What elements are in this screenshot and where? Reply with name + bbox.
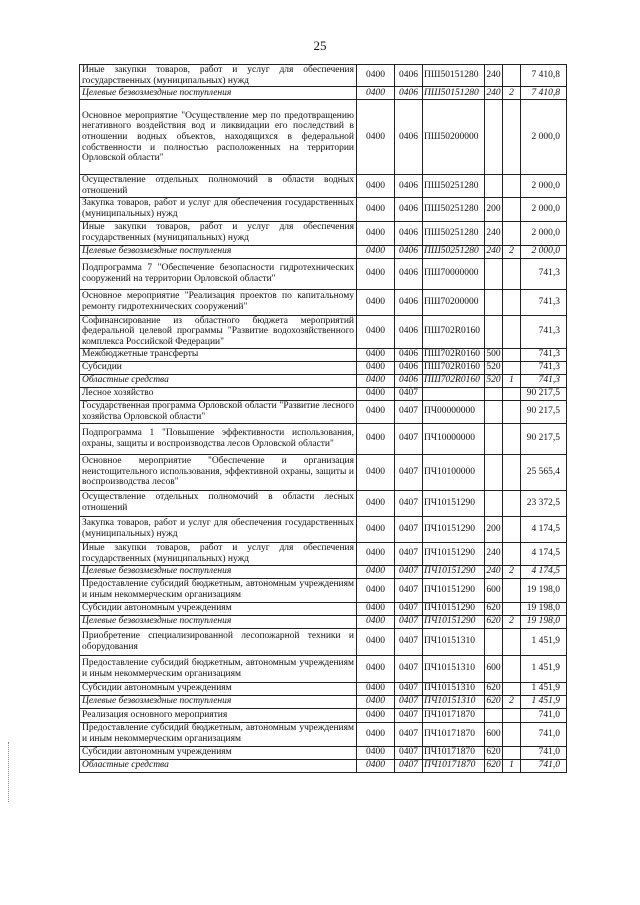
table-row (80, 374, 567, 387)
row-section-code: 0406 (395, 374, 423, 387)
row-target-code: ПЧ10151290 (423, 516, 485, 542)
row-expense-type: 520 (486, 375, 501, 386)
row-section-code: 0407 (395, 746, 423, 759)
row-section-code: 0406 (395, 221, 423, 245)
row-target-code: ПШ50251280 (423, 197, 485, 221)
row-expense-type: 520 (486, 362, 501, 373)
row-description: Целевые безвозмездные поступления (80, 615, 357, 628)
row-expense-type: 620 (486, 747, 501, 758)
row-funding-source (503, 708, 521, 722)
row-expense-type (485, 387, 503, 400)
row-expense-type: 240 (486, 246, 501, 257)
row-funding-source (503, 65, 521, 87)
row-expense-type (485, 400, 503, 423)
table-row (80, 490, 567, 516)
row-ved-code: 0400 (357, 400, 395, 423)
row-section-code: 0407 (395, 708, 423, 722)
row-description: Предоставление субсидий бюджетным, автономным учреждениям и иным некоммерческим организациям (80, 578, 357, 602)
row-funding-source (503, 655, 521, 682)
row-funding-source: 1 (503, 374, 521, 387)
row-description: Субсидии (80, 361, 357, 374)
row-description: Софинансирование из областного бюджета мероприятий федеральной целевой программы "Развитие водохозяйственного комплекса Российской Федерации" (80, 315, 357, 348)
row-expense-type: 240 (486, 87, 501, 98)
row-target-code: ПЧ10151310 (423, 682, 485, 695)
row-amount: 19 198,0 (521, 615, 567, 628)
row-amount: 741,3 (521, 361, 567, 374)
row-ved-code: 0400 (357, 361, 395, 374)
row-target-code: ПЧ10171870 (423, 746, 485, 759)
row-target-code: ПШ702R0160 (423, 361, 485, 374)
row-description: Иные закупки товаров, работ и услуг для обеспечения государственных (муниципальных) нужд (80, 221, 357, 245)
budget-table (79, 64, 567, 773)
row-amount: 19 198,0 (521, 602, 567, 615)
table-row (80, 628, 567, 655)
row-amount: 2 000,0 (521, 175, 567, 197)
row-section-code: 0406 (395, 245, 423, 258)
table-row (80, 516, 567, 542)
row-target-code: ПЧ10151310 (423, 655, 485, 682)
table-row (80, 708, 567, 722)
row-ved-code: 0400 (357, 708, 395, 722)
row-target-code: ПЧ10171870 (423, 759, 485, 772)
row-funding-source (503, 602, 521, 615)
row-ved-code: 0400 (357, 759, 395, 772)
row-ved-code: 0400 (357, 542, 395, 565)
row-ved-code: 0400 (357, 374, 395, 387)
row-description: Иные закупки товаров, работ и услуг для обеспечения государственных (муниципальных) нужд (80, 65, 357, 87)
row-ved-code: 0400 (357, 655, 395, 682)
row-funding-source: 2 (503, 615, 521, 628)
row-target-code: ПЧ10151290 (423, 542, 485, 565)
row-description: Предоставление субсидий бюджетным, автономным учреждениям и иным некоммерческим организациям (80, 655, 357, 682)
row-ved-code: 0400 (357, 87, 395, 100)
row-description: Субсидии автономным учреждениям (80, 602, 357, 615)
row-expense-type: 240 (485, 542, 503, 565)
row-section-code: 0406 (395, 361, 423, 374)
row-description: Основное мероприятие "Обеспечение и организация неистощительного использования, эффективной охраны, защиты и воспроизводства лесов" (80, 454, 357, 490)
row-amount: 90 217,5 (521, 423, 567, 454)
row-description: Субсидии автономным учреждениям (80, 682, 357, 695)
row-funding-source (503, 746, 521, 759)
row-target-code: ПЧ10100000 (423, 454, 485, 490)
row-section-code: 0407 (395, 454, 423, 490)
row-ved-code: 0400 (357, 695, 395, 708)
row-expense-type (485, 454, 503, 490)
row-target-code: ПЧ10151310 (423, 628, 485, 655)
table-row (80, 542, 567, 565)
row-expense-type (485, 258, 503, 289)
row-section-code: 0407 (395, 722, 423, 746)
row-expense-type (485, 423, 503, 454)
row-amount: 741,3 (521, 289, 567, 315)
row-description: Целевые безвозмездные поступления (80, 695, 357, 708)
row-expense-type (485, 315, 503, 348)
row-target-code: ПШ702R0160 (423, 374, 485, 387)
row-funding-source (503, 454, 521, 490)
row-expense-type: 600 (485, 655, 503, 682)
row-ved-code: 0400 (357, 746, 395, 759)
table-row (80, 400, 567, 423)
table-row (80, 655, 567, 682)
row-section-code: 0406 (395, 175, 423, 197)
row-section-code: 0407 (395, 655, 423, 682)
row-amount: 2 000,0 (521, 100, 567, 175)
row-target-code: ПЧ00000000 (423, 400, 485, 423)
row-funding-source (503, 348, 521, 361)
table-row (80, 245, 567, 258)
row-expense-type: 620 (486, 616, 501, 627)
margin-marks (8, 742, 12, 802)
row-ved-code: 0400 (357, 722, 395, 746)
row-funding-source (503, 315, 521, 348)
row-ved-code: 0400 (357, 682, 395, 695)
table-row (80, 746, 567, 759)
row-expense-type (485, 175, 503, 197)
row-amount: 1 451,9 (521, 628, 567, 655)
row-section-code: 0407 (395, 387, 423, 400)
row-description: Областные средства (80, 374, 357, 387)
table-row (80, 258, 567, 289)
table-row (80, 578, 567, 602)
row-expense-type: 240 (485, 65, 503, 87)
row-ved-code: 0400 (357, 602, 395, 615)
table-row (80, 565, 567, 578)
row-section-code: 0406 (395, 197, 423, 221)
row-target-code: ПШ50251280 (423, 245, 485, 258)
row-amount: 1 451,9 (521, 655, 567, 682)
row-section-code: 0407 (395, 628, 423, 655)
row-amount: 90 217,5 (521, 400, 567, 423)
row-funding-source: 1 (503, 759, 521, 772)
table-row (80, 682, 567, 695)
table-row (80, 602, 567, 615)
row-amount: 23 372,5 (521, 490, 567, 516)
row-amount: 25 565,4 (521, 454, 567, 490)
row-ved-code: 0400 (357, 516, 395, 542)
row-ved-code: 0400 (357, 258, 395, 289)
row-target-code: ПШ50251280 (423, 221, 485, 245)
row-funding-source (503, 387, 521, 400)
table-row (80, 722, 567, 746)
row-description: Субсидии автономным учреждениям (80, 746, 357, 759)
table-row (80, 65, 567, 87)
row-target-code: ПШ50151280 (423, 87, 485, 100)
row-target-code: ПЧ10171870 (423, 722, 485, 746)
row-funding-source (503, 175, 521, 197)
row-ved-code: 0400 (357, 348, 395, 361)
row-description: Реализация основного мероприятия (80, 708, 357, 722)
row-section-code: 0406 (395, 65, 423, 87)
row-amount: 2 000,0 (521, 245, 567, 258)
row-amount: 741,0 (521, 722, 567, 746)
row-target-code: ПЧ10171870 (423, 708, 485, 722)
row-description: Межбюджетные трансферты (80, 348, 357, 361)
table-row (80, 100, 567, 175)
row-ved-code: 0400 (357, 197, 395, 221)
row-expense-type: 240 (486, 566, 501, 577)
row-description: Закупка товаров, работ и услуг для обеспечения государственных (муниципальных) нужд (80, 197, 357, 221)
row-section-code: 0407 (395, 602, 423, 615)
row-target-code: ПШ50251280 (423, 175, 485, 197)
row-expense-type: 600 (485, 722, 503, 746)
row-amount: 4 174,5 (521, 516, 567, 542)
row-amount: 741,3 (521, 374, 567, 387)
row-funding-source (503, 423, 521, 454)
row-expense-type (485, 628, 503, 655)
table-row (80, 289, 567, 315)
row-section-code: 0406 (395, 315, 423, 348)
row-amount: 7 410,8 (521, 87, 567, 100)
budget-table-body (80, 65, 567, 773)
row-amount: 741,0 (521, 746, 567, 759)
row-funding-source: 2 (503, 565, 521, 578)
row-expense-type: 620 (486, 603, 501, 614)
row-amount: 1 451,9 (521, 695, 567, 708)
row-ved-code: 0400 (357, 490, 395, 516)
row-ved-code: 0400 (357, 175, 395, 197)
row-ved-code: 0400 (357, 65, 395, 87)
row-description: Государственная программа Орловской области "Развитие лесного хозяйства Орловской области" (80, 400, 357, 423)
row-section-code: 0407 (395, 695, 423, 708)
table-row (80, 759, 567, 772)
row-ved-code: 0400 (357, 628, 395, 655)
row-funding-source (503, 516, 521, 542)
row-ved-code: 0400 (357, 289, 395, 315)
row-section-code: 0407 (395, 542, 423, 565)
row-section-code: 0407 (395, 759, 423, 772)
row-description: Приобретение специализированной лесопожарной техники и оборудования (80, 628, 357, 655)
row-expense-type: 620 (486, 683, 501, 694)
row-funding-source: 2 (503, 87, 521, 100)
row-target-code: ПШ70000000 (423, 258, 485, 289)
row-target-code: ПЧ10151290 (423, 602, 485, 615)
row-description: Закупка товаров, работ и услуг для обеспечения государственных (муниципальных) нужд (80, 516, 357, 542)
table-row (80, 454, 567, 490)
row-expense-type: 200 (485, 197, 503, 221)
row-amount: 741,0 (521, 759, 567, 772)
row-ved-code: 0400 (357, 221, 395, 245)
row-expense-type (485, 100, 503, 175)
row-amount: 1 451,9 (521, 682, 567, 695)
row-description: Иные закупки товаров, работ и услуг для обеспечения государственных (муниципальных) нужд (80, 542, 357, 565)
row-section-code: 0406 (395, 289, 423, 315)
row-funding-source (503, 221, 521, 245)
row-target-code: ПЧ10151290 (423, 565, 485, 578)
row-expense-type: 600 (485, 578, 503, 602)
table-row (80, 315, 567, 348)
row-funding-source (503, 100, 521, 175)
row-amount: 741,3 (521, 258, 567, 289)
row-funding-source (503, 197, 521, 221)
row-target-code: ПЧ10151290 (423, 578, 485, 602)
row-section-code: 0406 (395, 258, 423, 289)
row-ved-code: 0400 (357, 565, 395, 578)
row-funding-source: 2 (503, 245, 521, 258)
row-target-code: ПШ50151280 (423, 65, 485, 87)
row-section-code: 0406 (395, 87, 423, 100)
row-description: Осуществление отдельных полномочий в области водных отношений (80, 175, 357, 197)
row-expense-type: 200 (485, 516, 503, 542)
row-target-code: ПШ70200000 (423, 289, 485, 315)
row-amount: 741,0 (521, 708, 567, 722)
row-ved-code: 0400 (357, 423, 395, 454)
table-row (80, 423, 567, 454)
row-description: Основное мероприятие "Реализация проектов по капитальному ремонту гидротехнических сооружений" (80, 289, 357, 315)
row-ved-code: 0400 (357, 315, 395, 348)
row-amount: 4 174,5 (521, 565, 567, 578)
table-row (80, 615, 567, 628)
row-ved-code: 0400 (357, 245, 395, 258)
row-section-code: 0407 (395, 516, 423, 542)
row-amount: 90 217,5 (521, 387, 567, 400)
row-funding-source (503, 542, 521, 565)
table-row (80, 387, 567, 400)
row-section-code: 0407 (395, 490, 423, 516)
row-section-code: 0406 (395, 348, 423, 361)
row-ved-code: 0400 (357, 387, 395, 400)
row-amount: 4 174,5 (521, 542, 567, 565)
row-target-code (423, 387, 485, 400)
row-description: Осуществление отдельных полномочий в области лесных отношений (80, 490, 357, 516)
row-target-code: ПЧ10151290 (423, 615, 485, 628)
row-funding-source (503, 400, 521, 423)
table-row (80, 175, 567, 197)
row-funding-source (503, 490, 521, 516)
row-description: Областные средства (80, 759, 357, 772)
row-section-code: 0406 (395, 100, 423, 175)
table-row (80, 221, 567, 245)
row-funding-source: 2 (503, 695, 521, 708)
row-ved-code: 0400 (357, 578, 395, 602)
row-amount: 19 198,0 (521, 578, 567, 602)
row-amount: 2 000,0 (521, 197, 567, 221)
row-section-code: 0407 (395, 400, 423, 423)
row-funding-source (503, 578, 521, 602)
table-row (80, 361, 567, 374)
row-description: Подпрограмма 7 "Обеспечение безопасности гидротехнических сооружений на территории Орловской области" (80, 258, 357, 289)
row-amount: 2 000,0 (521, 221, 567, 245)
row-expense-type: 240 (485, 221, 503, 245)
table-row (80, 197, 567, 221)
row-ved-code: 0400 (357, 100, 395, 175)
row-section-code: 0407 (395, 423, 423, 454)
row-funding-source (503, 682, 521, 695)
row-description: Предоставление субсидий бюджетным, автономным учреждениям и иным некоммерческим организациям (80, 722, 357, 746)
row-description: Лесное хозяйство (80, 387, 357, 400)
row-target-code: ПЧ10151290 (423, 490, 485, 516)
row-description: Целевые безвозмездные поступления (80, 87, 357, 100)
row-funding-source (503, 258, 521, 289)
row-expense-type: 620 (486, 760, 501, 771)
table-row (80, 695, 567, 708)
row-target-code: ПЧ10000000 (423, 423, 485, 454)
page-number: 25 (313, 38, 327, 53)
row-section-code: 0407 (395, 578, 423, 602)
row-target-code: ПШ702R0160 (423, 315, 485, 348)
row-description: Подпрограмма 1 "Повышение эффективности использования, охраны, защиты и воспроизводства лесов Орловской области" (80, 423, 357, 454)
row-section-code: 0407 (395, 565, 423, 578)
row-ved-code: 0400 (357, 454, 395, 490)
row-expense-type (485, 289, 503, 315)
row-funding-source (503, 722, 521, 746)
row-funding-source (503, 289, 521, 315)
row-description: Основное мероприятие "Осуществление мер по предотвращению негативного воздействия вод и ликвидации его последствий в отношении водных объектов, находящихся в федеральной собственности и полностью расположенных на территории Орловской области" (80, 100, 357, 175)
row-section-code: 0407 (395, 615, 423, 628)
row-expense-type (485, 490, 503, 516)
row-target-code: ПЧ10151310 (423, 695, 485, 708)
row-description: Целевые безвозмездные поступления (80, 565, 357, 578)
row-description: Целевые безвозмездные поступления (80, 245, 357, 258)
row-funding-source (503, 628, 521, 655)
table-row (80, 87, 567, 100)
row-amount: 741,3 (521, 348, 567, 361)
row-amount: 741,3 (521, 315, 567, 348)
table-row (80, 348, 567, 361)
row-expense-type (485, 708, 503, 722)
row-target-code: ПШ50200000 (423, 100, 485, 175)
row-ved-code: 0400 (357, 615, 395, 628)
row-expense-type: 620 (486, 696, 501, 707)
row-funding-source (503, 361, 521, 374)
row-target-code: ПШ702R0160 (423, 348, 485, 361)
row-amount: 7 410,8 (521, 65, 567, 87)
row-expense-type: 500 (486, 349, 501, 360)
row-section-code: 0407 (395, 682, 423, 695)
